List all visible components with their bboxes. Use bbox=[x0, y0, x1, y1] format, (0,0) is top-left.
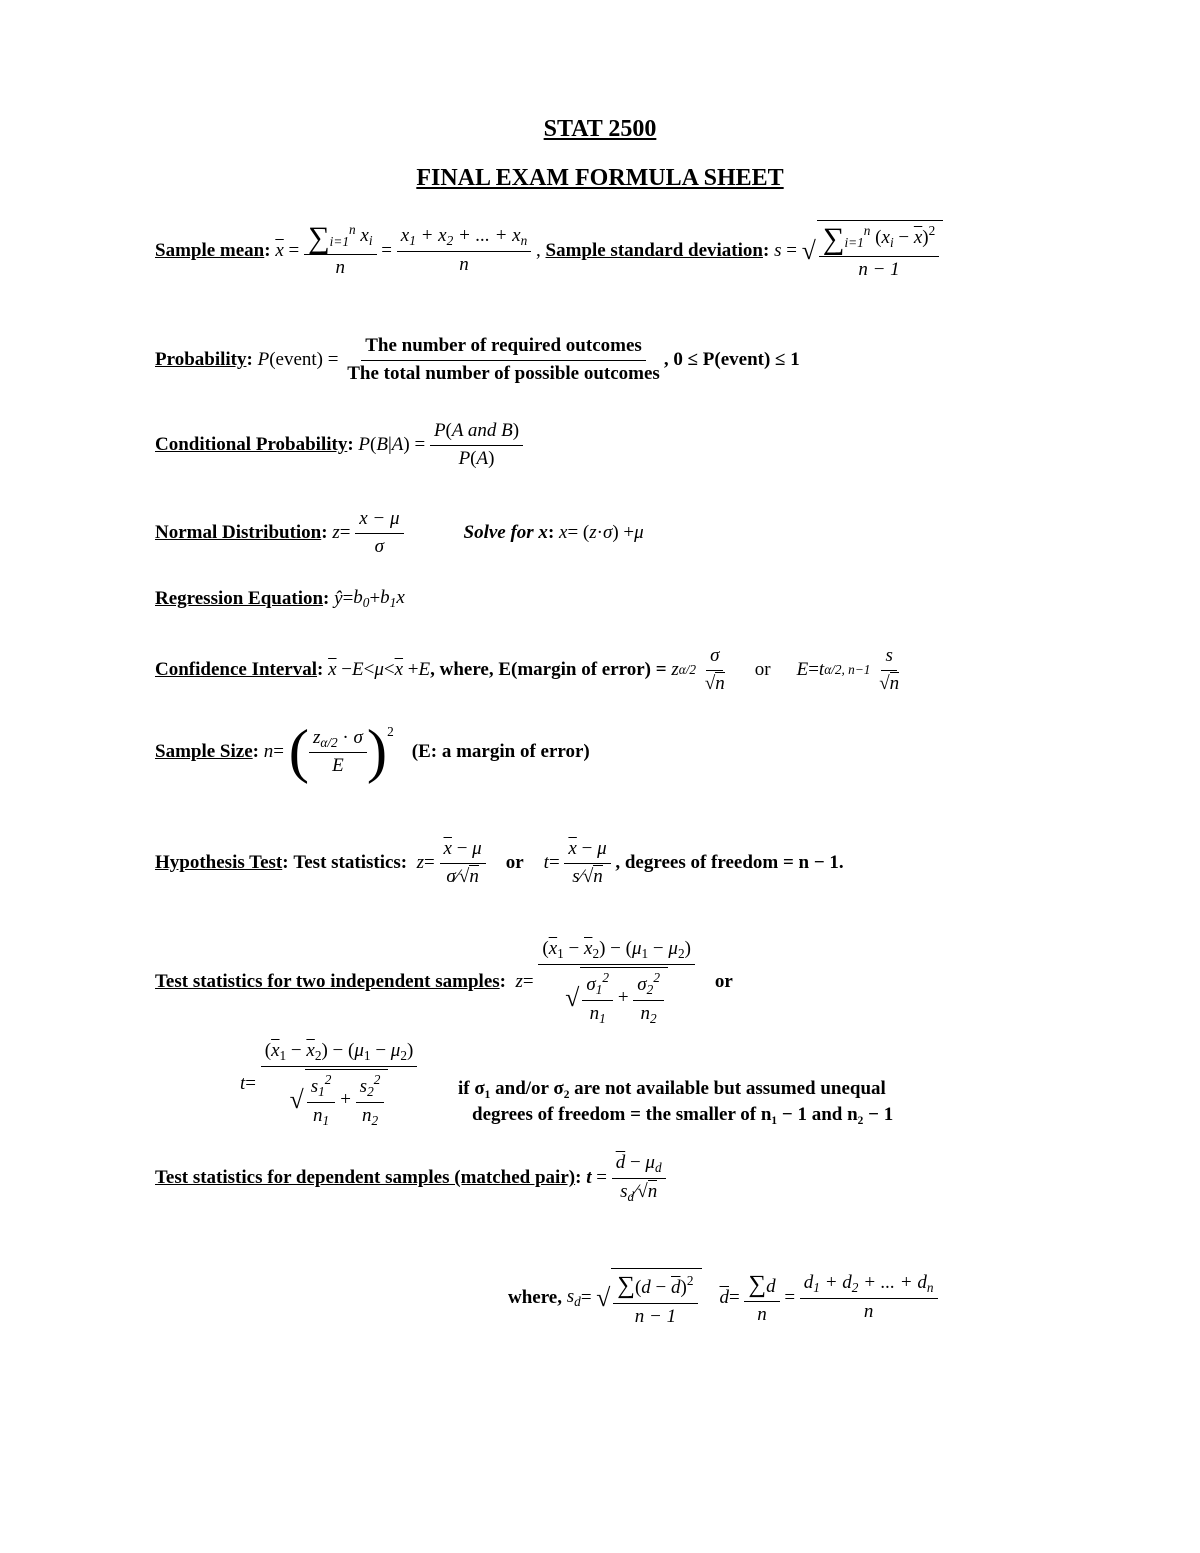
unequal-note-1: if σ₁ and/or σ₂ are not available but assumed unequal bbox=[458, 1078, 886, 1099]
sample-size-formula: Sample Size : n = ( $\frac{z_{\alpha/2} \cdot \sigma}{E}$ ) 2 (E: a margin of error) bbox=[155, 718, 590, 785]
unequal-note-2: degrees of freedom = the smaller of n₁ − 1 and n₂ − 1 bbox=[472, 1104, 894, 1125]
conditional-formula: Conditional Probability : P ( B | A ) = $\frac{\text{P(A and B)}}{P(A)}$ bbox=[155, 420, 523, 471]
ci-or: or bbox=[754, 659, 771, 681]
conditional-label: Conditional Probability bbox=[155, 434, 348, 456]
two-indep-z-formula: Test statistics for two independent samples : z = $(\overline{x}_1 - \overline{x}_2) - (\mu_1 - \mu_2)$ √ $\frac{\sigma_1^2}{n_1}$ + $\frac{\sigma_2^2}{n_2}$ or bbox=[155, 938, 733, 1026]
two-indep-label: Test statistics for two independent samples bbox=[155, 971, 500, 993]
hypothesis-label: Hypothesis Test bbox=[155, 852, 283, 874]
normal-label: Normal Distribution bbox=[155, 522, 322, 544]
dependent-where-formula: where, $s_d$ = √ $\frac{\sum(d - \overline{d})^2}{n - 1}$ $\overline{d}$ = $\frac{\sum d}{n}$ = $\frac{d_1 + d_2 + ... + d_n}{n}$ bbox=[508, 1268, 938, 1328]
prob-range: , 0 ≤ P(event) ≤ 1 bbox=[663, 349, 800, 371]
ci-formula: Confidence Interval : $\overline{x}$ − E < μ < $\overline{x}$ + E , where, E(margin of error) = z α/2 $\frac{\sigma}{√n}$ or E = t α/2, n−1 $\frac{s}{√n}$ bbox=[155, 645, 900, 694]
hypothesis-or: or bbox=[505, 852, 524, 874]
probability-formula: Probability : P (event) = $\frac{\text{The number of required outcomes}}{\text{The total number of possible outcomes}}$ , 0 ≤ P(event) ≤ 1 bbox=[155, 335, 800, 384]
probability-label: Probability bbox=[155, 349, 247, 371]
prob-denominator: The total number of possible outcomes bbox=[347, 362, 660, 384]
hypothesis-formula: Hypothesis Test : Test statistics: z = $\frac{\overline{x} - \mu}{\sigma⁄√n}$ or t = $\frac{\overline{x} - \mu}{s⁄√n}$ , degrees of freedom = n − 1. bbox=[155, 838, 844, 887]
hypothesis-dof: , degrees of freedom = n − 1. bbox=[615, 852, 844, 874]
sample-mean-label: Sample mean bbox=[155, 239, 265, 261]
test-statistics-text: Test statistics: bbox=[293, 852, 408, 874]
regression-formula: Regression Equation : ŷ = $b_0$ + $b_1x$ bbox=[155, 587, 405, 610]
ci-where: , where, E(margin of error) = bbox=[430, 659, 667, 681]
sample-size-note: (E: a margin of error) bbox=[411, 741, 590, 763]
page-title: FINAL EXAM FORMULA SHEET bbox=[416, 165, 784, 191]
normal-formula: Normal Distribution : z = $\frac{x - \mu}{\sigma}$ Solve for x : x = ( z · σ ) + μ bbox=[155, 508, 644, 557]
prob-numerator: The number of required outcomes bbox=[361, 335, 646, 361]
two-indep-or: or bbox=[714, 971, 733, 993]
sample-mean-formula: Sample mean : $\overline{x}$ = $\frac{\sum_{i=1}^n x_i}{n}$ = $\frac{x_1 + x_2 + ... + x_n}{n}$ , Sample standard deviation : s = √ $\frac{\sum_{i=1}^n (x_i - \overline{x})^2}{n - 1}$ bbox=[155, 220, 943, 282]
regression-label: Regression Equation bbox=[155, 587, 324, 609]
where-text: where, bbox=[508, 1287, 562, 1309]
ci-label: Confidence Interval bbox=[155, 659, 318, 681]
dependent-formula: Test statistics for dependent samples (matched pair) : t = $\frac{\overline{d} - \mu_d}{s_d⁄√n}$ bbox=[155, 1152, 666, 1205]
sample-size-label: Sample Size bbox=[155, 741, 253, 763]
sample-sd-label: Sample standard deviation bbox=[545, 239, 763, 261]
solve-x-label: Solve for x bbox=[463, 522, 548, 544]
two-indep-t-formula: t = $(\overline{x}_1 - \overline{x}_2) - (\mu_1 - \mu_2)$ √ $\frac{s_1^2}{n_1}$ + $\frac{s_2^2}{n_2}$ bbox=[240, 1040, 417, 1129]
page-course: STAT 2500 bbox=[543, 116, 657, 142]
dependent-label: Test statistics for dependent samples (matched pair) bbox=[155, 1167, 576, 1189]
